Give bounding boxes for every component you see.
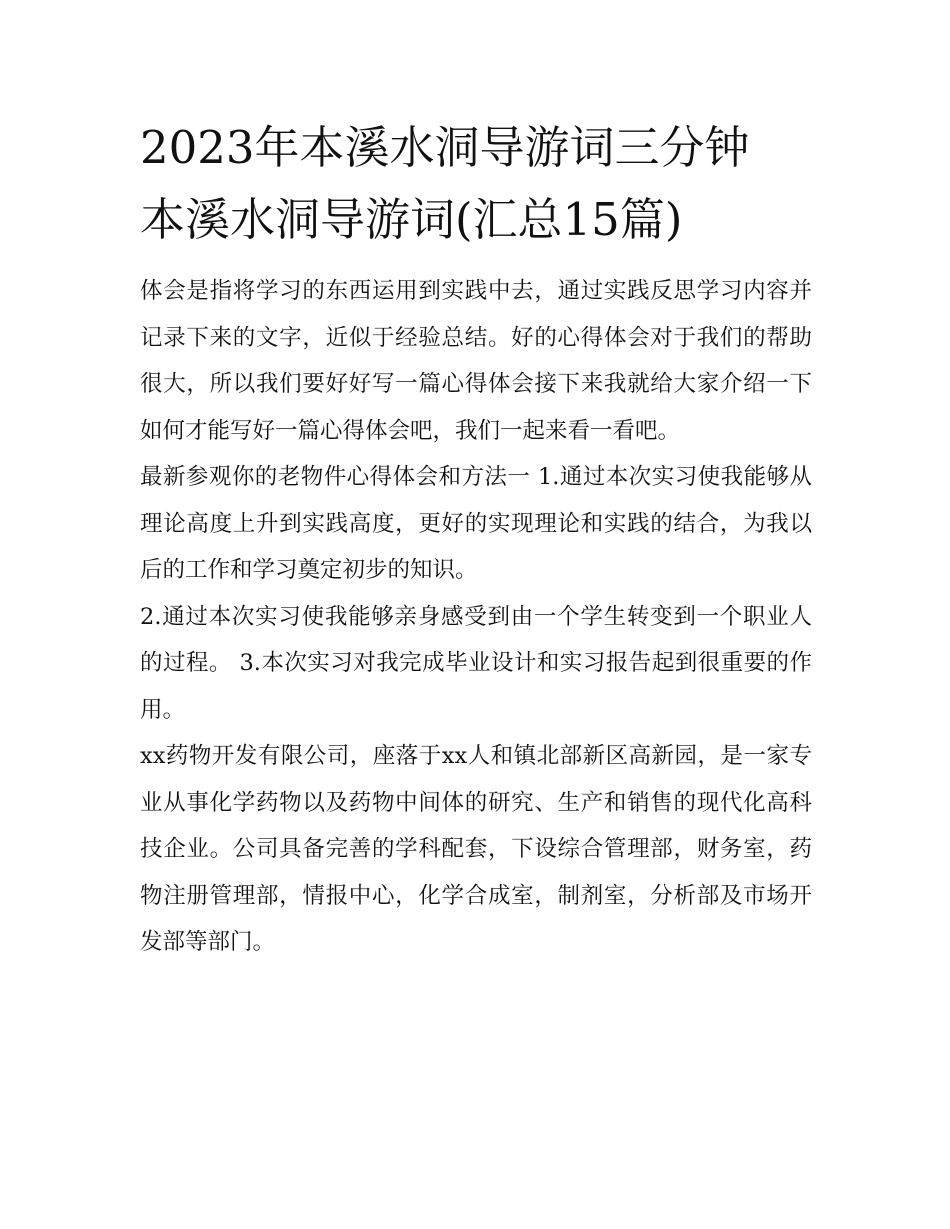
document-body <box>140 268 812 966</box>
paragraph-experience-2: 2.通过本次实习使我能够亲身感受到由一个学生转变到一个职业人的过程。 3.本次实习对我完成毕业设计和实习报告起到很重要的作用。 <box>140 603 812 723</box>
paragraph-experience-1: 最新参观你的老物件心得体会和方法一 1.通过本次实习使我能够从理论高度上升到实践高度，更好的实现理论和实践的结合，为我以后的工作和学习奠定初步的知识。 <box>140 464 812 583</box>
paragraph-intro: 体会是指将学习的东西运用到实践中去，通过实践反思学习内容并记录下来的文字，近似于经验总结。好的心得体会对于我们的帮助很大，所以我们要好好写一篇心得体会接下来我就给大家介绍一下如何才能写好一篇心得体会吧，我们一起来看一看吧。 <box>140 278 812 444</box>
paragraph-company: xx药物开发有限公司，座落于xx人和镇北部新区高新园，是一家专业从事化学药物以及药物中间体的研究、生产和销售的现代化高科技企业。公司具备完善的学科配套，下设综合管理部，财务室，药物注册管理部，情报中心，化学合成室，制剂室，分析部及市场开发部等部门。 <box>140 743 812 955</box>
title-line-1: 2023年本溪水洞导游词三分钟 <box>140 121 750 174</box>
document-title <box>140 112 812 256</box>
title-line-2: 本溪水洞导游词(汇总15篇) <box>140 193 683 246</box>
document-page <box>140 112 812 966</box>
